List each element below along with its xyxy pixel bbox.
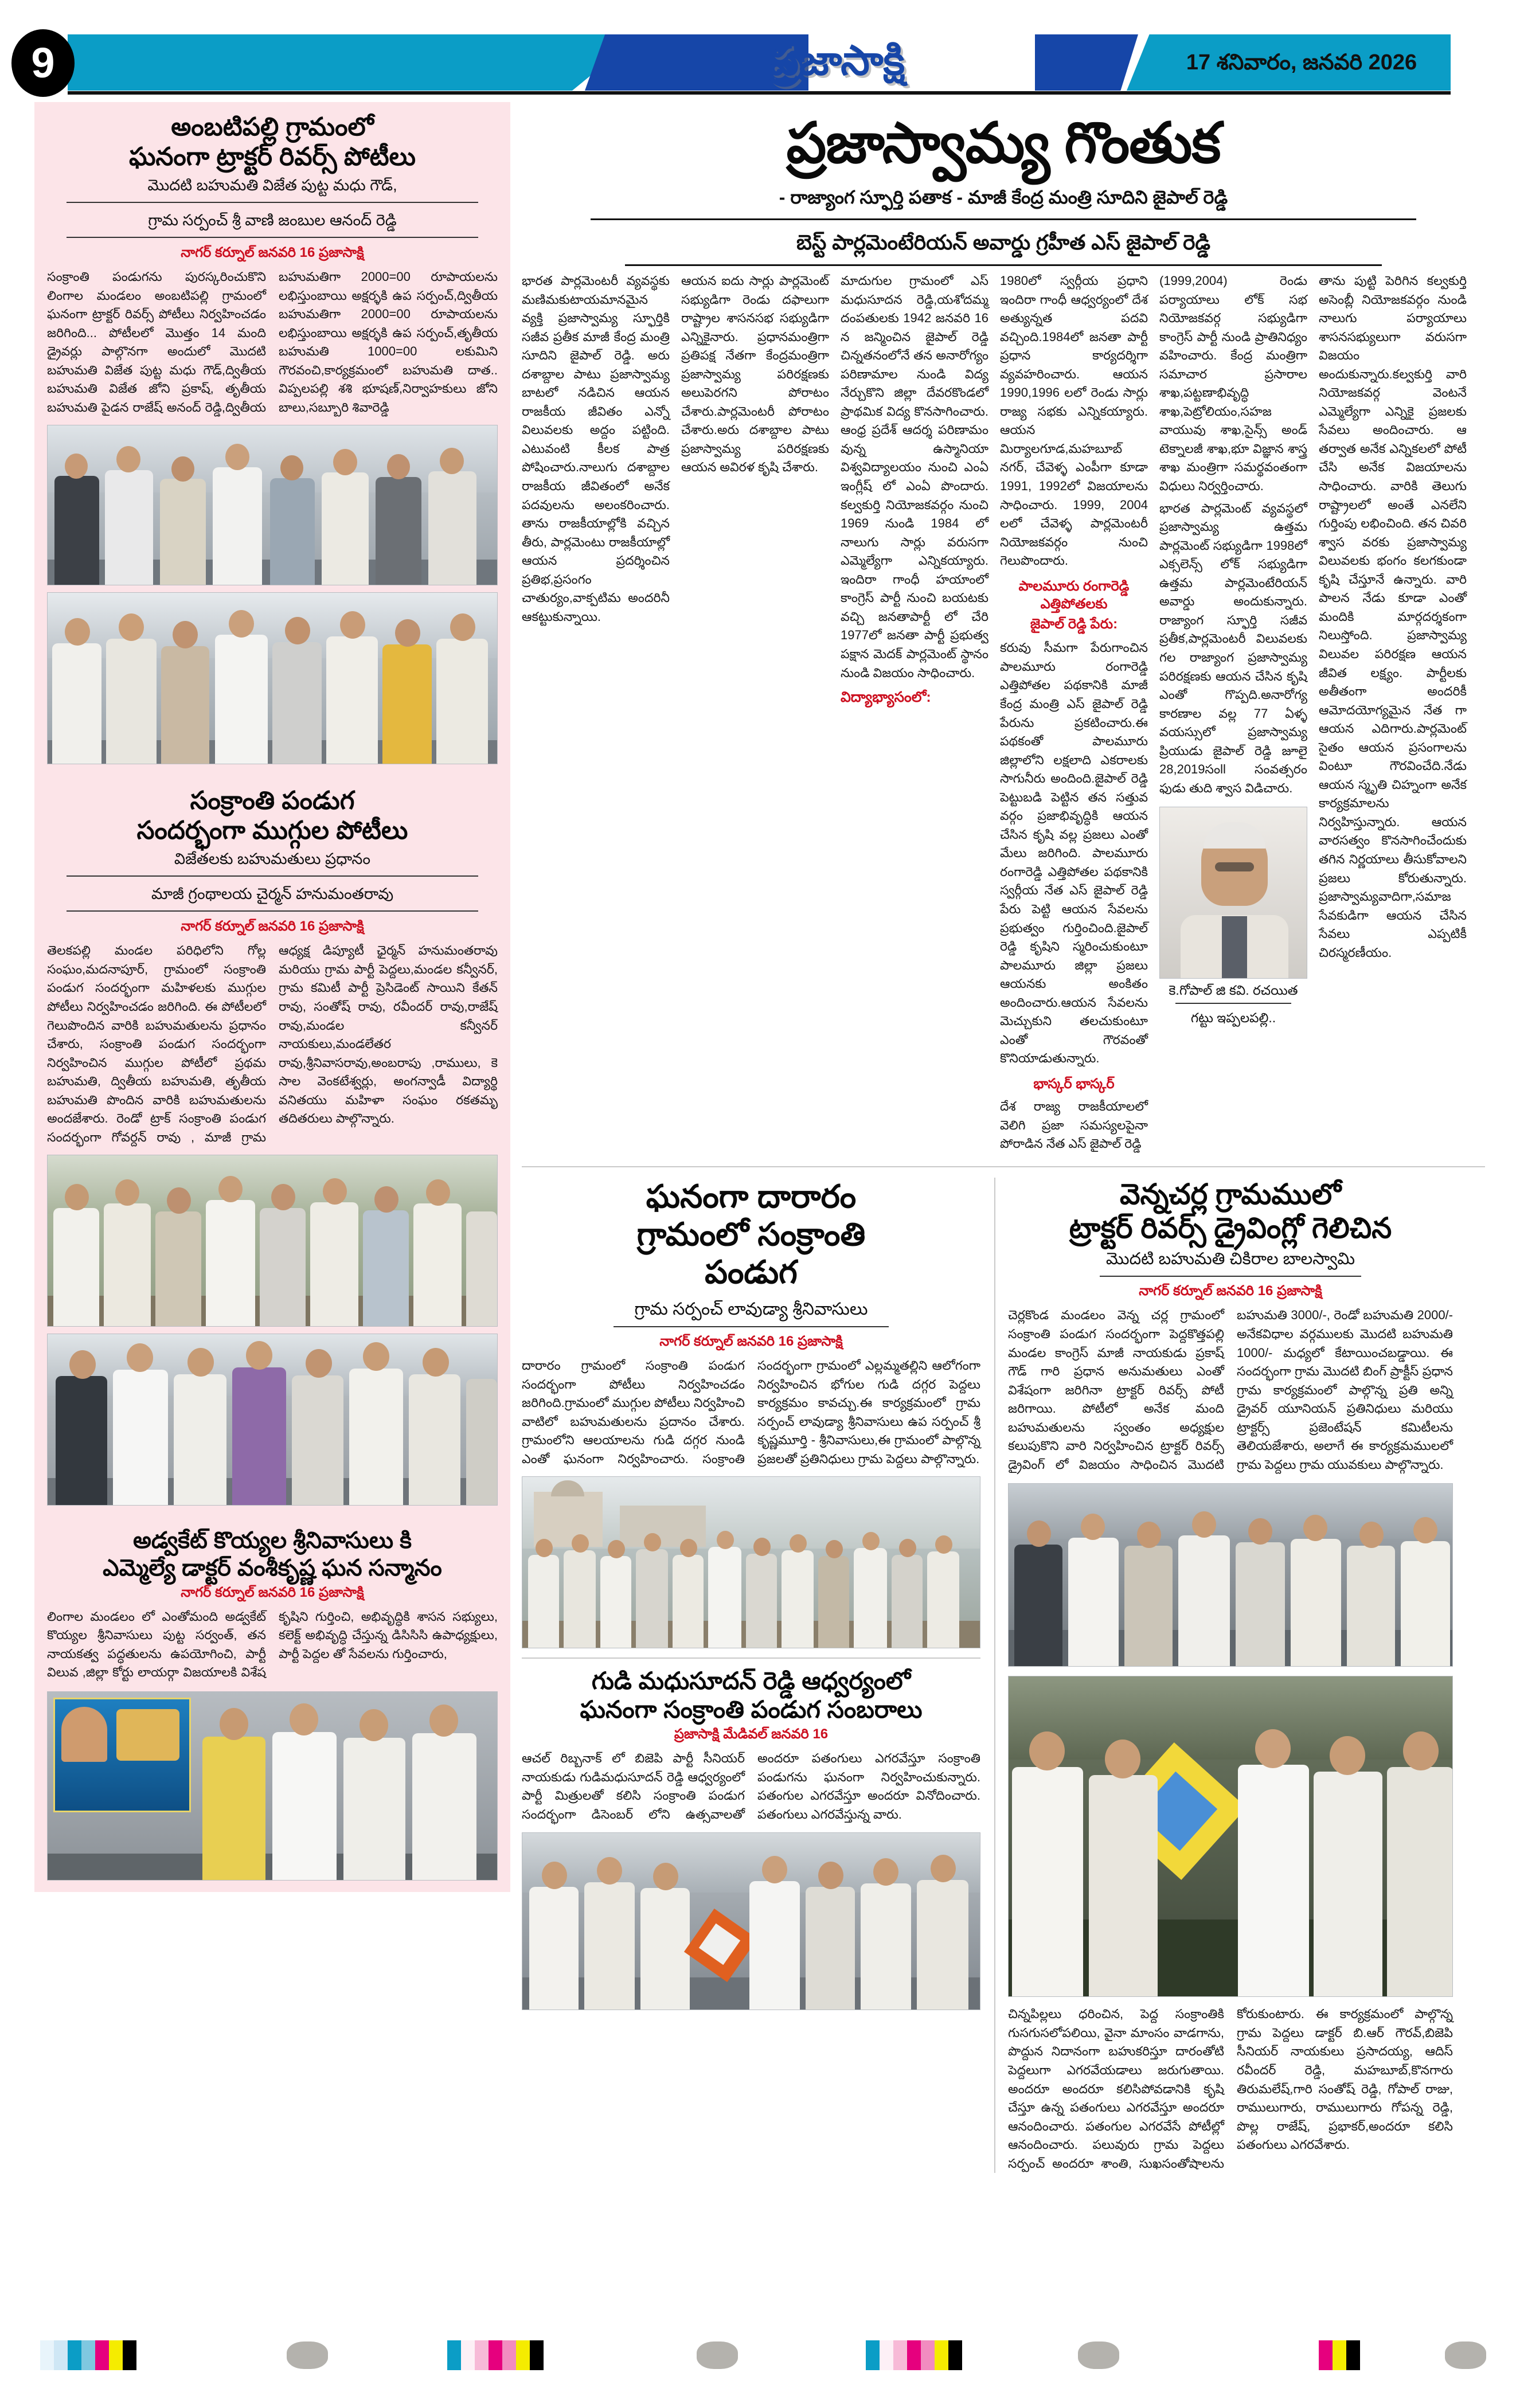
tractor-winners-group-photo-2	[47, 592, 498, 764]
lead-sub-1: - రాజ్యాంగ స్ఫూర్తి పతాక - మాజీ కేంద్ర మంత్రి సూదిని జైపాల్ రెడ్డి	[779, 186, 1228, 208]
dararam-village-gathering-photo	[522, 1476, 980, 1648]
registration-swatch-group-4	[1319, 2340, 1374, 2370]
lead-article-header	[522, 102, 1485, 266]
dararam-body: దారారం గ్రామంలో సంక్రాంతి పండుగ సందర్భంగా పోటీలు నిర్వహించడం జరిగింది.గ్రామంలో ముగ్గుల పోటీలు నిర్వహించి వాటిలో బహుమతులను ప్రదానం చేశారు. గ్రామంలోని ఆలయాలను గుడి దగ్గర నుండి ఎంతో ఘనంగా నిర్వహించారు. సంక్రాంతి సందర్భంగా గ్రామంలో ఎల్లమ్మతల్లిని ఆలోగంగా నిర్వహించిన భోగుల గుడి దగ్గర పెద్దలు కార్యక్రమం కావచ్చు.ఈ కార్యక్రమంలో గ్రామ సర్పంచ్ లావుడ్యా శ్రీనివాసులు ఉప సర్పంచ్ శ్రీ కృష్ణమూర్తి - శ్రీనివాసులు,ఈ గ్రామంలో పాల్గొన్న ప్రజలతో ప్రతినిధులు గ్రామ పెద్దలు పాల్గొన్నారు.	[522, 1358, 980, 1466]
lower-section	[522, 1166, 1485, 2174]
divider	[1100, 1276, 1361, 1277]
masthead-band-blue-right	[1035, 34, 1138, 91]
muggulu-contest-group-photo-1	[47, 1155, 498, 1327]
left-article-2-headline-line2: సందర్భంగా ముగ్గుల పోటీలు	[136, 816, 408, 845]
divider	[591, 218, 1416, 220]
divider	[625, 264, 1382, 266]
registration-swatch	[54, 2340, 68, 2370]
lead-redhead-bhaskar-body: దేశ రాజ్య రాజకీయాలలో వెలిగి ప్రజా సమస్యలపైనా పోరాడిన నేత ఎస్ జైపాల్ రెడ్డి	[1000, 1099, 1148, 1151]
registration-swatch	[447, 2340, 461, 2370]
registration-swatch	[516, 2340, 530, 2370]
madhusudan-byline: ప్రజాసాక్షి మేడివల్ జనవరి 16	[674, 1726, 829, 1742]
registration-swatch	[489, 2340, 502, 2370]
registration-swatch-group-2	[447, 2340, 544, 2370]
lead-redhead-vidya: విద్యాభ్యాసంలో:	[841, 689, 931, 706]
registration-dot-3	[1078, 2341, 1119, 2369]
lead-col-6: భారత పార్లమెంట్ వ్యవస్థలో ప్రజాస్వామ్య ఉత్తమ పార్లమెంట్ సభ్యుడిగా 1998లో ఎక్సలెన్స్ లోక్ సభ్యుడిగా ఉత్తమ పార్లమెంటేరియన్ అవార్డు అందుకున్నారు. రాజ్యాంగ స్ఫూర్తి సజీవ ప్రతీక,పార్లమెంటరీ విలువలకు గల రాజ్యాంగ ప్రజాస్వామ్య పరిరక్షణకు ఆయన చేసిన కృషి ఎంతో గొప్పది.అనారోగ్య కారణాల వల్ల 77 ఏళ్ళ వయస్సులో ప్రజాస్వామ్య ప్రియుడు జైపాల్ రెడ్డి జూలై 28,2019సంll సంవత్సరం ఫుడు తుది శ్వాస విడిచారు.	[1159, 501, 1307, 795]
left-article-1-body: సంక్రాంతి పండుగను పురస్కరించుకొని లింగాల మండలం అంబటిపల్లి గ్రామంలో ఘనంగా ట్రాక్టర్ రివర్స్ పోటీలు నిర్వహించడం జరిగింది... పోటీలలో మొత్తం 14 మంది డ్రైవర్లు పాల్గొనగా అందులో మొదటి బహుమతి విజేత పుట్ట మధు గౌడ్,ద్వితీయ బహుమతి విజేత జోని ప్రకాష్, తృతీయ బహుమతి పైడన రాజేష్ అనంద్ రెడ్డి,ద్వితీయ బహుమతిగా 2000=00 రూపాయలను లభిస్తుంబాయి అక్షర్ళకి ఉప సర్పంచ్,ద్వితీయ బహుమతిగా 2000=00 రూపాయలను లభిస్తుంబాయి అక్షర్ళకి ఉప సర్పంచ్,తృతీయ బహుమతి 1000=00 లకుమిని గౌరవంచి,కార్యక్రమంలో బహుమతి దాత.. విప్పలపల్లి శశి భూషణ్,నిర్వాహకులు జోని బాలు,సబ్బూరి శివారెడ్డి	[47, 269, 498, 415]
divider	[67, 910, 478, 912]
vennacharla-headline-line2: ట్రాక్టర్ రివర్స్ డ్రైవింగ్లో గెలిచిన	[1069, 1211, 1392, 1244]
registration-swatch	[1360, 2340, 1374, 2370]
left-article-2	[34, 776, 510, 1517]
masthead	[0, 34, 1516, 97]
kite-celebration-body: చిన్నపిల్లలు ధరించిన, పెద్ద సంక్రాంతికి గుసగుసలోపలియి, వైనా మాంసం వాడగాను, పొద్దున నిదానంగా బహుకరిస్తూ దారంతోటి పెద్దలుగా ఎగరవేయడాలు జరుగుతాయి. అందరూ అందరూ కలిసిపోవడానికి కృషి చేస్తూ ఉన్న పతంగులు ఎగరవేస్తూ అందరూ ఆనందించారు. పతంగుల ఎగరవేసే పోటీల్లో ఆనందించారు. పలువురు గ్రామ పెద్దలు సర్పంచ్ అందరూ శాంతి, సుఖసంతోషాలను కోరుకుంటారు. ఈ కార్యక్రమంలో పాల్గొన్న గ్రామ పెద్దలు డాక్టర్ బి.ఆర్ గౌరవ్,బిజెపి సీనియర్ నాయకులు ప్రసాదయ్య, ఆదిస్ రవీందర్ రెడ్డి, మహబూబ్,కొనగారు తిరుమలేష్,గారి సంతోష్ రెడ్డి, గోపాల్ రాజు, రాములుగారు, రాములుగారు గోపన్న రెడ్డి, పొల్ల రాజేష్, ప్రభాకర్,అందరూ కలిసి పతంగులు ఎగరవేశారు.	[1008, 2007, 1453, 2171]
divider	[67, 202, 478, 203]
left-article-2-byline: నాగర్ కర్నూల్ జనవరి 16 ప్రజాసాక్షి	[181, 918, 364, 935]
vennacharla-tractor-group-photo	[1008, 1483, 1453, 1667]
vennacharla-sub: మొదటి బహుమతి చికిరాల బాలస్వామి	[1105, 1249, 1355, 1268]
issue-date: 17 శనివారం, జనవరి 2026	[1186, 50, 1417, 75]
registration-swatch	[81, 2340, 95, 2370]
lead-article-body-grid	[522, 272, 1485, 1154]
lead-col-right: తాను పుట్టి పెరిగిన కల్వకుర్తి అసెంబ్లీ నియోజకవర్గం నుండి నాలుగు పర్యాయాలు శాసనసభ్యులుగా వరుసగా విజయం అందుకున్నారు.కల్వకుర్తి వారి నియోజకవర్గ వెంటనే ఎమ్మెల్యేగా ఎన్నికై ప్రజలకు సేవలు అందించారు. ఆ తర్వాత అనేక ఎన్నికలలో పోటీ చేసి అనేక విజయాలను సాధించారు. వారికి తెలుగు రాష్ట్రాలలో అంతే ఎనలేని గుర్తింపు లభించింది. తన చివరి శ్వాస వరకు ప్రజాస్వామ్య విలువలకు భంగం కలగకుండా కృషి చేస్తూనే ఉన్నారు. వారి పాలన నేడు కూడా ఎంతో మందికి మార్గదర్శకంగా నిలుస్తోంది. ప్రజాస్వామ్య విలువల పరిరక్షణ ఆయన జీవిత లక్ష్యం. పార్టీలకు అతీతంగా అందరికీ ఆమోదయోగ్యమైన నేత గా ఆయన ఎదిగారు.పార్లమెంట్ సైతం ఆయన ప్రసంగాలను వింటూ గౌరవించేది.నేడు ఆయన స్మృతి చిహ్నంగా అనేక కార్యక్రమాలను నిర్వహిస్తున్నారు. ఆయన వారసత్వం కొనసాగించేందుకు తగిన నిర్ణయాలు తీసుకోవాలని ప్రజలు కోరుతున్నారు. ప్రజాస్వామ్యవాదిగా,సమాజ సేవకుడిగా ఆయన చేసిన సేవలు ఎప్పటికీ చిరస్మరణీయం.	[1319, 273, 1467, 960]
registration-swatch	[475, 2340, 489, 2370]
masthead-band-cyan-left	[68, 34, 641, 91]
registration-swatch	[1346, 2340, 1360, 2370]
newspaper-title: ప్రజాసాక్షి	[769, 38, 905, 84]
left-article-2-sub2: మాజీ గ్రంథాలయ చైర్మన్ హనుమంతరావు	[151, 885, 394, 903]
registration-swatch	[40, 2340, 54, 2370]
jaipal-reddy-portrait	[1159, 807, 1307, 979]
registration-swatch	[1319, 2340, 1333, 2370]
left-article-3-headline-line2: ఎమ్మెల్యే డాక్టర్ వంశీకృష్ణ ఘన సన్మానం	[103, 1555, 442, 1581]
left-article-1	[34, 102, 510, 776]
portrait-caption-1: కె.గోపాల్ జి కవి. రచయిత	[1169, 983, 1298, 998]
left-article-3-body: లింగాల మండలం లో ఎంతోమంది అడ్వకేట్ కొయ్యల శ్రీనివాసులు పుట్ట సర్వంత్, తన నాయకత్వ పద్ధతులను ఉపయోగించి, పార్టీ విలువ ,జిల్లా కోర్టు లాయర్గా విజయాలకి విశేష కృషిని గుర్తించి, అభివృద్ధికి శాసన సభ్యులు, కలెక్ట్ అభివృద్ధి చేస్తున్న డిసిసిసి ఉపాధ్యక్షులు, పార్టీ పెద్దల తో సేవలను గుర్తించారు,	[47, 1609, 498, 1680]
left-article-1-sub2: గ్రామ సర్పంచ్ శ్రీ వాణి జంబుల ఆనంద్ రెడ్డి	[148, 211, 397, 229]
lead-headline: ప్రజాస్వామ్య గొంతుక	[786, 111, 1221, 174]
registration-dot-1	[287, 2341, 328, 2369]
registration-swatch	[866, 2340, 880, 2370]
registration-swatch	[880, 2340, 893, 2370]
left-article-2-sub1: విజేతలకు బహుమతులు ప్రధానం	[174, 850, 371, 868]
masthead-rule	[68, 91, 1451, 95]
lead-col-3: మాదుగుల గ్రామంలో ఎస్ మధుసూదన రెడ్డి,యశోదమ్మ దంపతులకు 1942 జనవరి 16 న జన్మించిన జైపాల్ రెడ్డి చిన్నతనంలోనే తన అనారోగ్యం పరిణామాల నుండి విద్య నేర్చుకొని జిల్లా దేవరకొండలో ప్రాథమిక విద్య కొనసాగించారు. ఆంధ్ర ప్రదేశ్ ఆదర్శ పరిణామం వున్న ఉస్మానియా విశ్వవిద్యాలయం నుంచి ఎంఏ ఇంగ్లీష్ లో ఎంఏ పొందారు. కల్వకుర్తి నియోజకవర్గం నుంచి 1969 నుండి 1984 లో నాలుగు సార్లు వరుసగా ఎమ్మెల్యేగా ఎన్నికయ్యారు. ఇందిరా గాంధీ హయాంలో కాంగ్రెస్ పార్టీ నుంచి బయటకు వచ్చి జనతాపార్టీ లో చేరి 1977లో జనతా పార్టీ ప్రభుత్వ పక్షాన మెదక్ పార్లమెంట్ స్థానం నుండి విజయం సాధించారు.	[841, 273, 988, 680]
print-registration-bar	[0, 2340, 1516, 2376]
divider	[67, 237, 478, 238]
registration-swatch	[461, 2340, 475, 2370]
registration-swatch	[530, 2340, 544, 2370]
registration-swatch	[109, 2340, 123, 2370]
lead-redhead-bhaskar: భాస్కర్ భాస్కర్	[1033, 1076, 1115, 1092]
registration-swatch	[935, 2340, 948, 2370]
left-article-3	[34, 1517, 510, 1892]
muggulu-contest-group-photo-2	[47, 1334, 498, 1506]
vennacharla-headline-line1: వెన్నచర్ల గ్రామములో	[1119, 1178, 1342, 1210]
dararam-byline: నాగర్ కర్నూల్ జనవరి 16 ప్రజాసాక్షి	[659, 1333, 843, 1349]
lower-right-block	[994, 1178, 1453, 2174]
left-article-1-headline-line1: అంబటిపల్లి గ్రామంలో	[171, 113, 374, 141]
registration-swatch	[921, 2340, 935, 2370]
dararam-sub: గ్రామ సర్పంచ్ లావుడ్యా శ్రీనివాసులు	[634, 1299, 868, 1319]
dararam-headline-line2: గ్రామంలో సంక్రాంతి	[636, 1215, 866, 1252]
left-article-2-headline-line1: సంక్రాంతి పండుగ	[190, 787, 355, 815]
divider	[1175, 1003, 1291, 1004]
madhusudan-headline-line1: గుడి మధుసూదన్ రెడ్డి ఆధ్వర్యంలో	[591, 1667, 911, 1695]
lead-col-4: 1980లో స్వర్గీయ ప్రధాని ఇందిరా గాంధీ ఆధ్వర్యంలో దేశ అత్యున్నత పదవి వచ్చింది.1984లో జనతా పార్టీ ప్రధాన కార్యదర్శిగా వ్యవహరించారు. ఆయన 1990,1996 లలో రెండు సార్లు రాజ్య సభకు ఎన్నికయ్యారు. ఆయన మిర్యాలగూడ,మహబూబ్ నగర్, చేవెళ్ళ ఎంపీగా కూడా 1991, 1992లో విజయాలను సాధించారు. 1999, 2004 లలో చేవెళ్ళ పార్లమెంటరీ నియోజకవర్గం నుంచి గెలుపొందారు.	[1000, 273, 1148, 568]
registration-swatch	[123, 2340, 136, 2370]
left-article-3-headline-line1: అడ్వకేట్ కొయ్యల శ్రీనివాసులు కి	[132, 1528, 412, 1554]
lead-redhead-palamuru-1: పాలమూరు రంగారెడ్డి ఎత్తిపోతలకు	[1018, 578, 1130, 612]
main-column	[522, 102, 1485, 2173]
page-number-badge: 9	[11, 29, 75, 97]
mla-felicitation-photo	[47, 1691, 498, 1881]
registration-swatch	[893, 2340, 907, 2370]
dararam-headline-line1: ఘనంగా దారారం	[646, 1178, 857, 1214]
madhusudan-body: ఆచల్ రిబ్బనాక్ లో బిజెపి పార్టీ సీనియర్ నాయకుడు గుడిమధుసూదన్ రెడ్డి ఆధ్వర్యంలో పార్టీ మిత్రులతో కలిసి సంక్రాంతి పండుగ సందర్భంగా డిసెంబర్ లోని ఉత్సవాలతో అందరూ పతంగులు ఎగరవేస్తూ సంక్రాంతి పండుగను ఘనంగా నిర్వహించుకున్నారు. పతంగుల ఎగరవేస్తూ అందరూ వినోదించారు. పతంగులు ఎగరవేస్తున్న వారు.	[522, 1751, 980, 1821]
registration-dot-2	[697, 2341, 738, 2369]
lower-center-block	[522, 1178, 980, 2174]
registration-dot-4	[1445, 2341, 1486, 2369]
lead-col-1: భారత పార్లమెంటరీ వ్యవస్థకు మణిమకుటాయమానమైన వ్యక్తి ప్రజాస్వామ్య స్ఫూర్తికి సజీవ ప్రతీక మాజీ కేంద్ర మంత్రి సూదిని జైపాల్ రెడ్డి. అరు దశాబ్దాల పాటు ప్రజాస్వామ్య బాటలో నడిచిన ఆయన రాజకీయ జీవితం ఎన్నో విలువలకు అద్దం పట్టింది. ఎటువంటి కీలక పాత్ర పోషించారు.నాలుగు దశాబ్దాల రాజకీయ జీవితంలో అనేక పదవులను అలంకరించారు. తాను రాజకీయాల్లోకి వచ్చిన తీరు, పార్లమెంటు రాజకీయాల్లో ఆయన ప్రదర్శించిన ప్రతిభ,ప్రసంగం చాతుర్యం,వాక్పటిమ అందరినీ ఆకట్టుకున్నాయి.	[522, 273, 670, 624]
lead-sub-2: బెస్ట్ పార్లమెంటేరియన్ అవార్డు గ్రహీత ఎస్ జైపాల్ రెడ్డి	[796, 230, 1211, 255]
lead-redhead-palamuru-body: కరువు సీమగా పేరుగాంచిన పాలమూరు రంగారెడ్డి ఎత్తిపోతల పథకానికి మాజీ కేంద్ర మంత్రి ఎస్ జైపాల్ రెడ్డి పేరును ప్రకటించారు.ఈ పథకంతో పాలమూరు జిల్లాలోని లక్షలాది ఎకరాలకు సాగునీరు అందింది.జైపాల్ రెడ్డి పెట్టుబడి పెట్టిన తన సత్తువ వర్గం ప్రజాభివృద్ధికి ఆయన చేసిన కృషి వల్ల ప్రజలు ఎంతో మేలు జరిగింది. పాలమూరు రంగారెడ్డి ఎత్తిపోతల పథకానికి స్వర్గీయ నేత ఎస్ జైపాల్ రెడ్డి పేరు పెట్టి ఆయన సేవలను ప్రభుత్వం గుర్తించింది.జైపాల్ రెడ్డి కృషిని స్మరించుకుంటూ పాలమూరు జిల్లా ప్రజలు ఆయనకు అంకితం అందించారు.ఆయన సేవలను మెచ్చుకుని తలచుకుంటూ ఎంతో గౌరవంతో కొనియాడుతున్నారు.	[1000, 640, 1148, 1066]
kite-flying-group-photo	[522, 1832, 980, 2010]
left-article-3-byline: నాగర్ కర్నూల్ జనవరి 16 ప్రజాసాక్షి	[181, 1584, 364, 1600]
registration-swatch	[95, 2340, 109, 2370]
tractor-winners-group-photo-1	[47, 425, 498, 585]
divider	[614, 1326, 889, 1327]
left-column	[34, 102, 510, 1892]
madhusudan-article	[522, 1658, 980, 2010]
registration-swatch-group-1	[40, 2340, 136, 2370]
registration-swatch	[502, 2340, 516, 2370]
lead-col-5: (1999,2004) రెండు పర్యాయాలు లోక్ సభ నియోజకవర్గ సభ్యుడిగా కాంగ్రెస్ పార్టీ నుండి ప్రాతినిధ్యం వహించారు. కేంద్ర మంత్రిగా సమాచార ప్రసారాల శాఖ,పట్టణాభివృద్ధి శాఖ,పెట్రోలియం,సహజ వాయువు శాఖ,సైన్స్ అండ్ టెక్నాలజీ శాఖ,భూ విజ్ఞాన శాస్త్ర శాఖ మంత్రిగా సమర్థవంతంగా విధులు నిర్వర్తించారు.	[1159, 273, 1307, 494]
vennacharla-body: చెర్లకొండ మండలం వెన్న చర్ల గ్రామంలో సంక్రాంతి పండుగ సందర్భంగా పెద్దకొత్తపల్లి మండల కాంగ్రెస్ మాజీ నాయకుడు ప్రకాష్ గౌడ్ గారి ప్రధాన అనుమతులు ఎంతో విశేషంగా జరిగినా ట్రాక్టర్ రివర్స్ పోటీ జరిగాయి. పోటీలో అనేక మంది బహుమతులను స్వంతం అధ్యక్షుల కలుపుకొని వారి నిర్వహించిన ట్రాక్టర్ రివర్స్ డ్రైవింగ్ లో విజయం సాధించిన మొదటి బహుమతి 3000/-, రెండో బహుమతి 2000/- అనేకవిధాల వర్గములకు మొదటి బహుమతి 1000/- మధ్యలో కేటాయించబడ్డాయి. ఈ సందర్భంగా గ్రామ మొదటి బింగ్ ప్రాక్టీస్ ప్రధాన గ్రామ కార్యక్రమంలో పాల్గొన్న ప్రతి అన్ని డ్రైవర్ యూనియన్ ప్రతినిధులు మరియు ట్రాక్టర్స్ ప్రజెంటేషన్ కమిటీలను తెలియజేశారు, అలాగే ఈ కార్యక్రమములలో గ్రామ పెద్దలు గ్రామ యువకులు పాల్గొన్నారు.	[1008, 1308, 1453, 1472]
registration-swatch	[1333, 2340, 1346, 2370]
registration-swatch	[948, 2340, 962, 2370]
registration-swatch	[68, 2340, 81, 2370]
left-article-2-body: తెలకపల్లి మండల పరిధిలోని గోల్ల సంఘం,మదనాపూర్, గ్రామంలో సంక్రాంతి పండుగ సందర్భంగా మహిళలకు ముగ్గుల పోటీలు నిర్వహించడం జరిగింది. ఈ పోటీలలో గెలుపొందిన వారికి బహుమతులను ప్రధానం చేశారు, సంక్రాంతి పండుగ సందర్భంగా నిర్వహించిన ముగ్గుల పోటీలో ప్రథమ బహుమతి, ద్వితీయ బహుమతి, తృతీయ బహుమతి పొందిన వారికి బహుమతులను అందజేశారు. రెండో ట్రాక్ సంక్రాంతి పండుగ సందర్భంగా గోవర్దన్ రావు , మాజీ గ్రామ ఆధ్యక్ష డిప్యూటీ ఛైర్మన్ హనుమంతరావు మరియు గ్రామ పార్టీ పెద్దలు,మండల కన్వీనర్, గ్రామ కమిటీ పార్టీ ప్రెసిడెంట్ సాయిని కేతన్ రావు, సంతోష్ రావు, రవీందర్ రావు,రాజేష్ రావు,మండల కన్వీనర్ నాయకులు,మండలేతర రావు,శ్రీనివాసరావు,అంబరాపు ,రాములు, కె సాల వెంకటేశ్వర్లు, అంగన్వాడీ విద్యార్థి వనితయు మహిళా సంఘం రకతమృ తదితరులు పాల్గొన్నారు.	[47, 943, 498, 1144]
left-article-1-byline: నాగర్ కర్నూల్ జనవరి 16 ప్రజాసాక్షి	[181, 245, 364, 260]
vennacharla-byline: నాగర్ కర్నూల్ జనవరి 16 ప్రజాసాక్షి	[1139, 1283, 1322, 1299]
left-article-1-sub1: మొదటి బహుమతి విజేత పుట్ట మధు గౌడ్,	[147, 176, 397, 194]
registration-swatch	[907, 2340, 921, 2370]
kite-celebration-photo	[1008, 1676, 1453, 1997]
left-article-1-headline-line2: ఘనంగా ట్రాక్టర్ రివర్స్ పోటీలు	[128, 142, 416, 171]
madhusudan-headline-line2: ఘనంగా సంక్రాంతి పండుగ సంబరాలు	[580, 1695, 923, 1723]
dararam-headline-line3: పండుగ	[705, 1253, 798, 1290]
lead-col-2: ఆయన ఐదు సార్లు పార్లమెంట్ సభ్యుడిగా రెండు దఫాలుగా రాష్ట్రాల శాసనసభ సభ్యుడిగా ఎన్నికైనారు. ప్రధానమంత్రిగా ప్రతిపక్ష నేతగా కేంద్రమంత్రిగా ప్రజాస్వామ్య పరిరక్షణకు అలుపెరగని పోరాటం చేశారు.పార్లమెంటరీ పోరాటం చేశారు.అరు దశాబ్దాల పాటు ప్రజాస్వామ్య పరిరక్షణకు ఆయన అవిరళ కృషి చేశారు.	[681, 273, 829, 475]
lead-redhead-palamuru-2: జైపాల్ రెడ్డి పేరు:	[1030, 616, 1118, 632]
registration-swatch-group-3	[866, 2340, 962, 2370]
portrait-caption-2: గట్టు ఇప్పలపల్లి..	[1190, 1010, 1276, 1026]
divider	[67, 875, 478, 877]
